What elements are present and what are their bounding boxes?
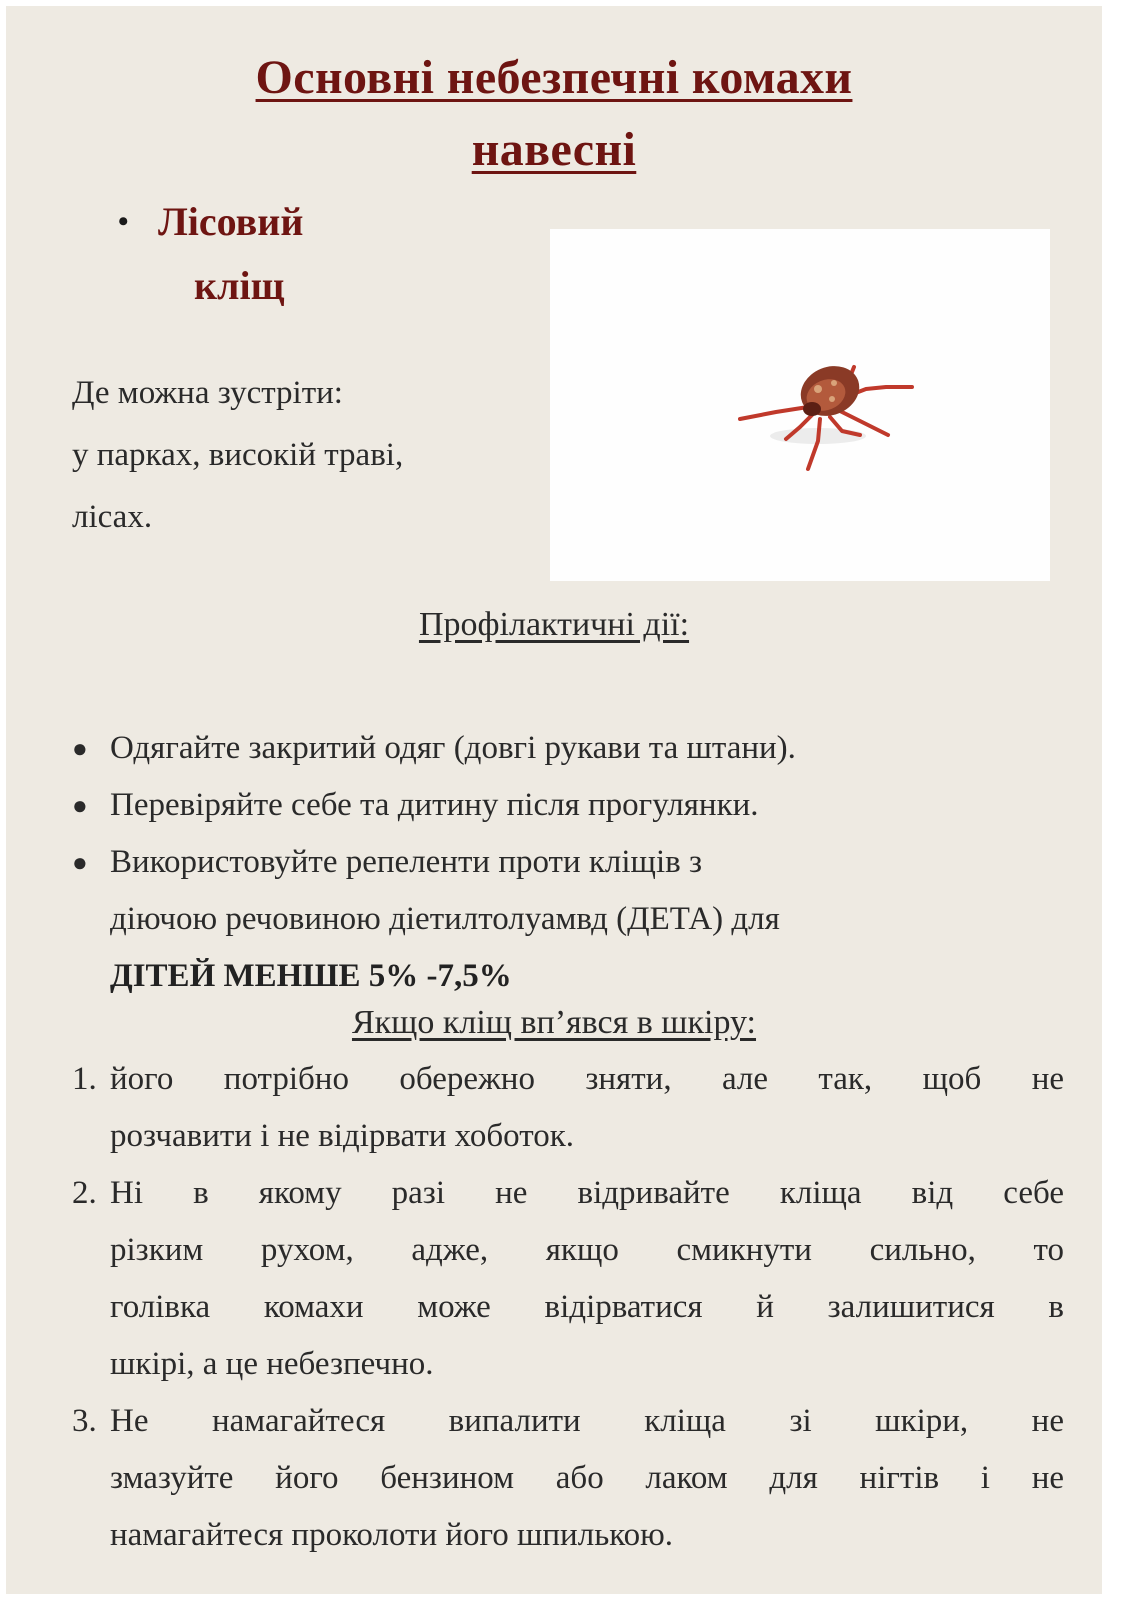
tick-bite-heading: Якщо кліщ вп’явся в шкіру: bbox=[351, 1004, 757, 1041]
page-title bbox=[6, 42, 1102, 186]
tick-photo bbox=[550, 229, 1050, 581]
step-text: його потрібно обережно зняти, але так, щоб не bbox=[110, 1061, 1064, 1097]
steps-list bbox=[72, 1051, 1064, 1564]
list-item-emphasis: ДІТЕЙ МЕНШЕ 5% -7,5% bbox=[110, 958, 512, 994]
habitat-line-1: Де можна зустріти: bbox=[72, 375, 343, 411]
list-item-text: Перевіряйте себе та дитину після прогулянки. bbox=[110, 787, 759, 823]
list-item bbox=[72, 777, 1062, 834]
step-text: розчавити і не відірвати хоботок. bbox=[110, 1118, 575, 1154]
page-title-line-2: навесні bbox=[471, 123, 637, 176]
step-number: 3. bbox=[72, 1403, 97, 1439]
page-title-line-1: Основні небезпечні комахи bbox=[255, 51, 853, 104]
list-item-text: Одягайте закритий одяг (довгі рукави та штани). bbox=[110, 730, 796, 766]
prevention-list bbox=[72, 720, 1062, 1005]
step-text: намагайтеся проколоти його шпилькою. bbox=[110, 1517, 673, 1553]
subject-heading bbox=[118, 190, 303, 318]
bullet-icon: ● bbox=[72, 791, 88, 820]
step-text: голівка комахи може відірватися й залишитися в bbox=[110, 1289, 1064, 1325]
step-text: змазуйте його бензином або лаком для нігтів і не bbox=[110, 1460, 1064, 1496]
step-item bbox=[72, 1393, 1064, 1564]
list-item-text: Використовуйте репеленти проти кліщів з bbox=[110, 844, 702, 880]
list-item bbox=[72, 720, 1062, 777]
subject-line-1: Лісовий bbox=[158, 199, 304, 244]
habitat-text bbox=[72, 362, 403, 548]
bullet-icon: ● bbox=[72, 734, 88, 763]
step-text: Ні в якому разі не відривайте кліща від себе bbox=[110, 1175, 1064, 1211]
list-item-text: діючою речовиною діетилтолуамвд (ДЕТА) для bbox=[110, 901, 780, 937]
leaflet-page bbox=[6, 6, 1102, 1594]
step-text: шкірі, а це небезпечно. bbox=[110, 1346, 434, 1382]
step-text: різким рухом, адже, якщо смикнути сильно, то bbox=[110, 1232, 1064, 1268]
habitat-line-3: лісах. bbox=[72, 499, 153, 535]
tick-icon bbox=[550, 229, 1050, 581]
step-number: 1. bbox=[72, 1061, 97, 1097]
list-item bbox=[72, 834, 1062, 1005]
prevention-heading: Профілактичні дії: bbox=[418, 606, 690, 643]
subject-line-2: кліщ bbox=[194, 263, 285, 308]
bullet-icon: • bbox=[118, 205, 129, 238]
habitat-line-2: у парках, високій траві, bbox=[72, 437, 404, 473]
bullet-icon: ● bbox=[72, 848, 88, 877]
step-item bbox=[72, 1165, 1064, 1393]
step-text: Не намагайтеся випалити кліща зі шкіри, не bbox=[110, 1403, 1064, 1439]
step-item bbox=[72, 1051, 1064, 1165]
step-number: 2. bbox=[72, 1175, 97, 1211]
